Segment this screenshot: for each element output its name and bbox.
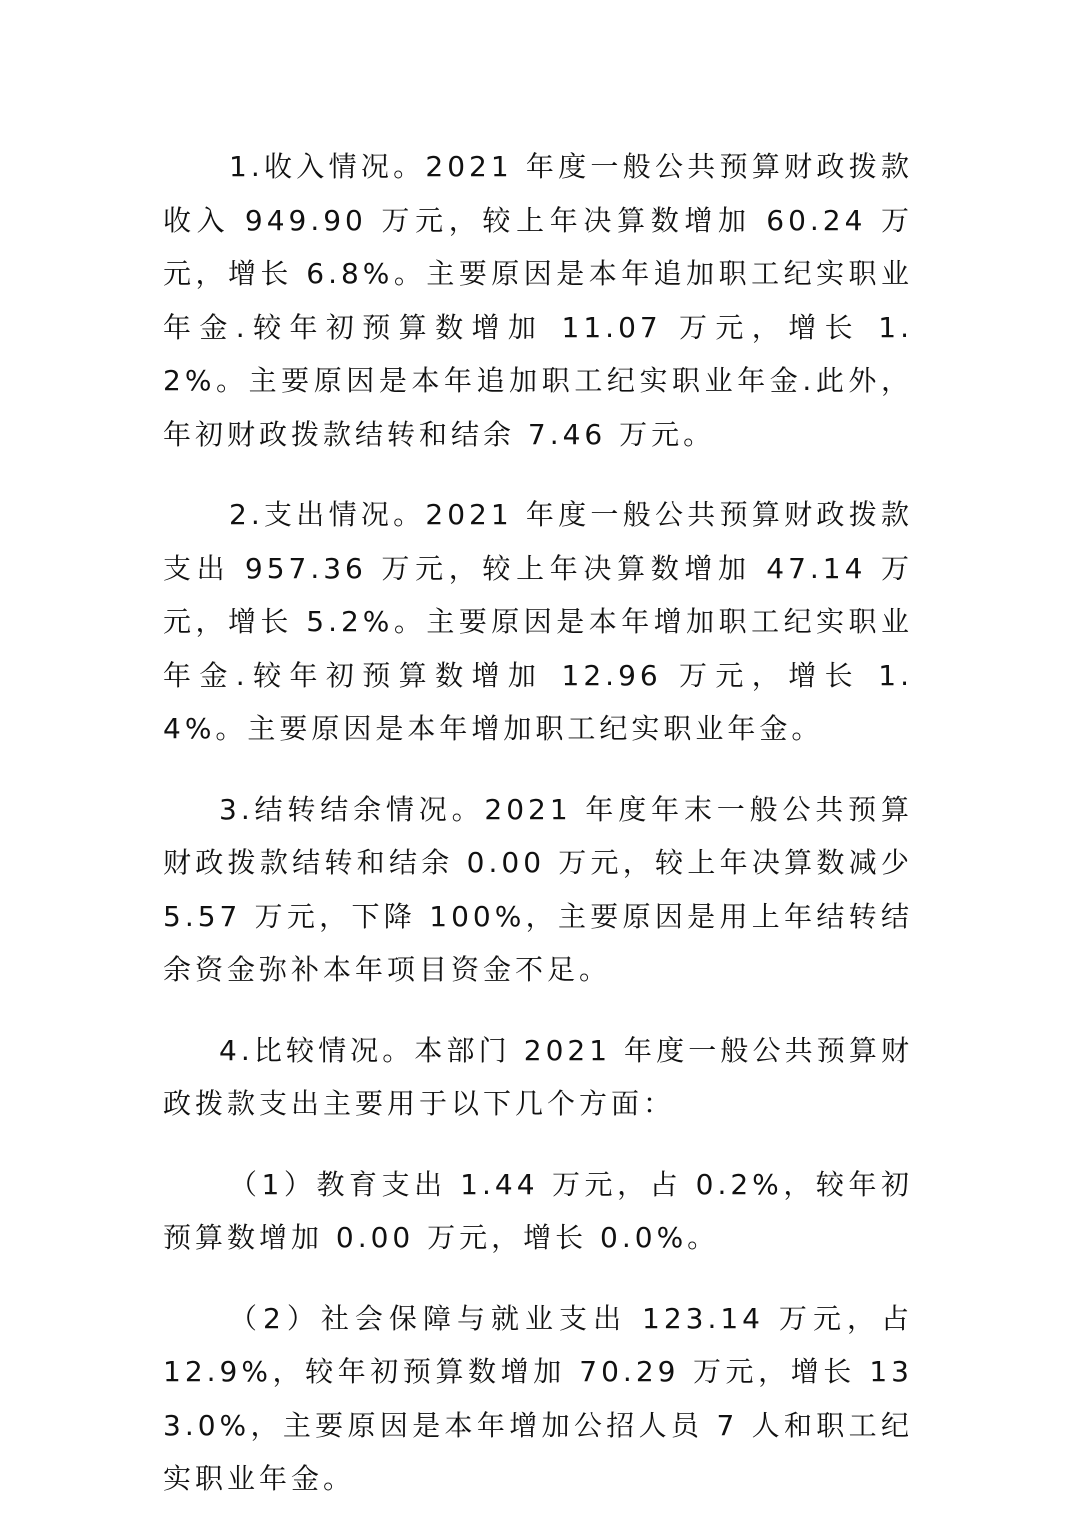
paragraph-expenditure: 2.支出情况。2021 年度一般公共预算财政拨款支出 957.36 万元，较上年决算数增加 47.14 万元，增长 5.2%。主要原因是本年增加职工纪实职业年金.较年初预算数增加 12.96 万元，增长 1.4%。主要原因是本年增加职工纪实职业年金。 xyxy=(163,498,913,745)
document-page xyxy=(163,140,913,1506)
paragraph-carryover-balance: 3.结转结余情况。2021 年度年末一般公共预算财政拨款结转和结余 0.00 万元，较上年决算数减少 5.57 万元，下降 100%，主要原因是用上年结转结余资金弥补本年项目资金不足。 xyxy=(163,792,913,986)
paragraph-social-security-expenditure: （2）社会保障与就业支出 123.14 万元，占 12.9%，较年初预算数增加 70.29 万元，增长 133.0%，主要原因是本年增加公招人员 7 人和职工纪实职业年金。 xyxy=(163,1301,913,1495)
paragraph-comparison: 4.比较情况。本部门 2021 年度一般公共预算财政拨款支出主要用于以下几个方面： xyxy=(163,1033,913,1120)
paragraph-income: 1.收入情况。2021 年度一般公共预算财政拨款收入 949.90 万元，较上年决算数增加 60.24 万元，增长 6.8%。主要原因是本年追加职工纪实职业年金.较年初预算数增加 11.07 万元，增长 1.2%。主要原因是本年追加职工纪实职业年金.此外，年初财政拨款结转和结余 7.46 万元。 xyxy=(163,150,913,451)
paragraph-education-expenditure: （1）教育支出 1.44 万元，占 0.2%，较年初预算数增加 0.00 万元，增长 0.0%。 xyxy=(163,1167,913,1254)
